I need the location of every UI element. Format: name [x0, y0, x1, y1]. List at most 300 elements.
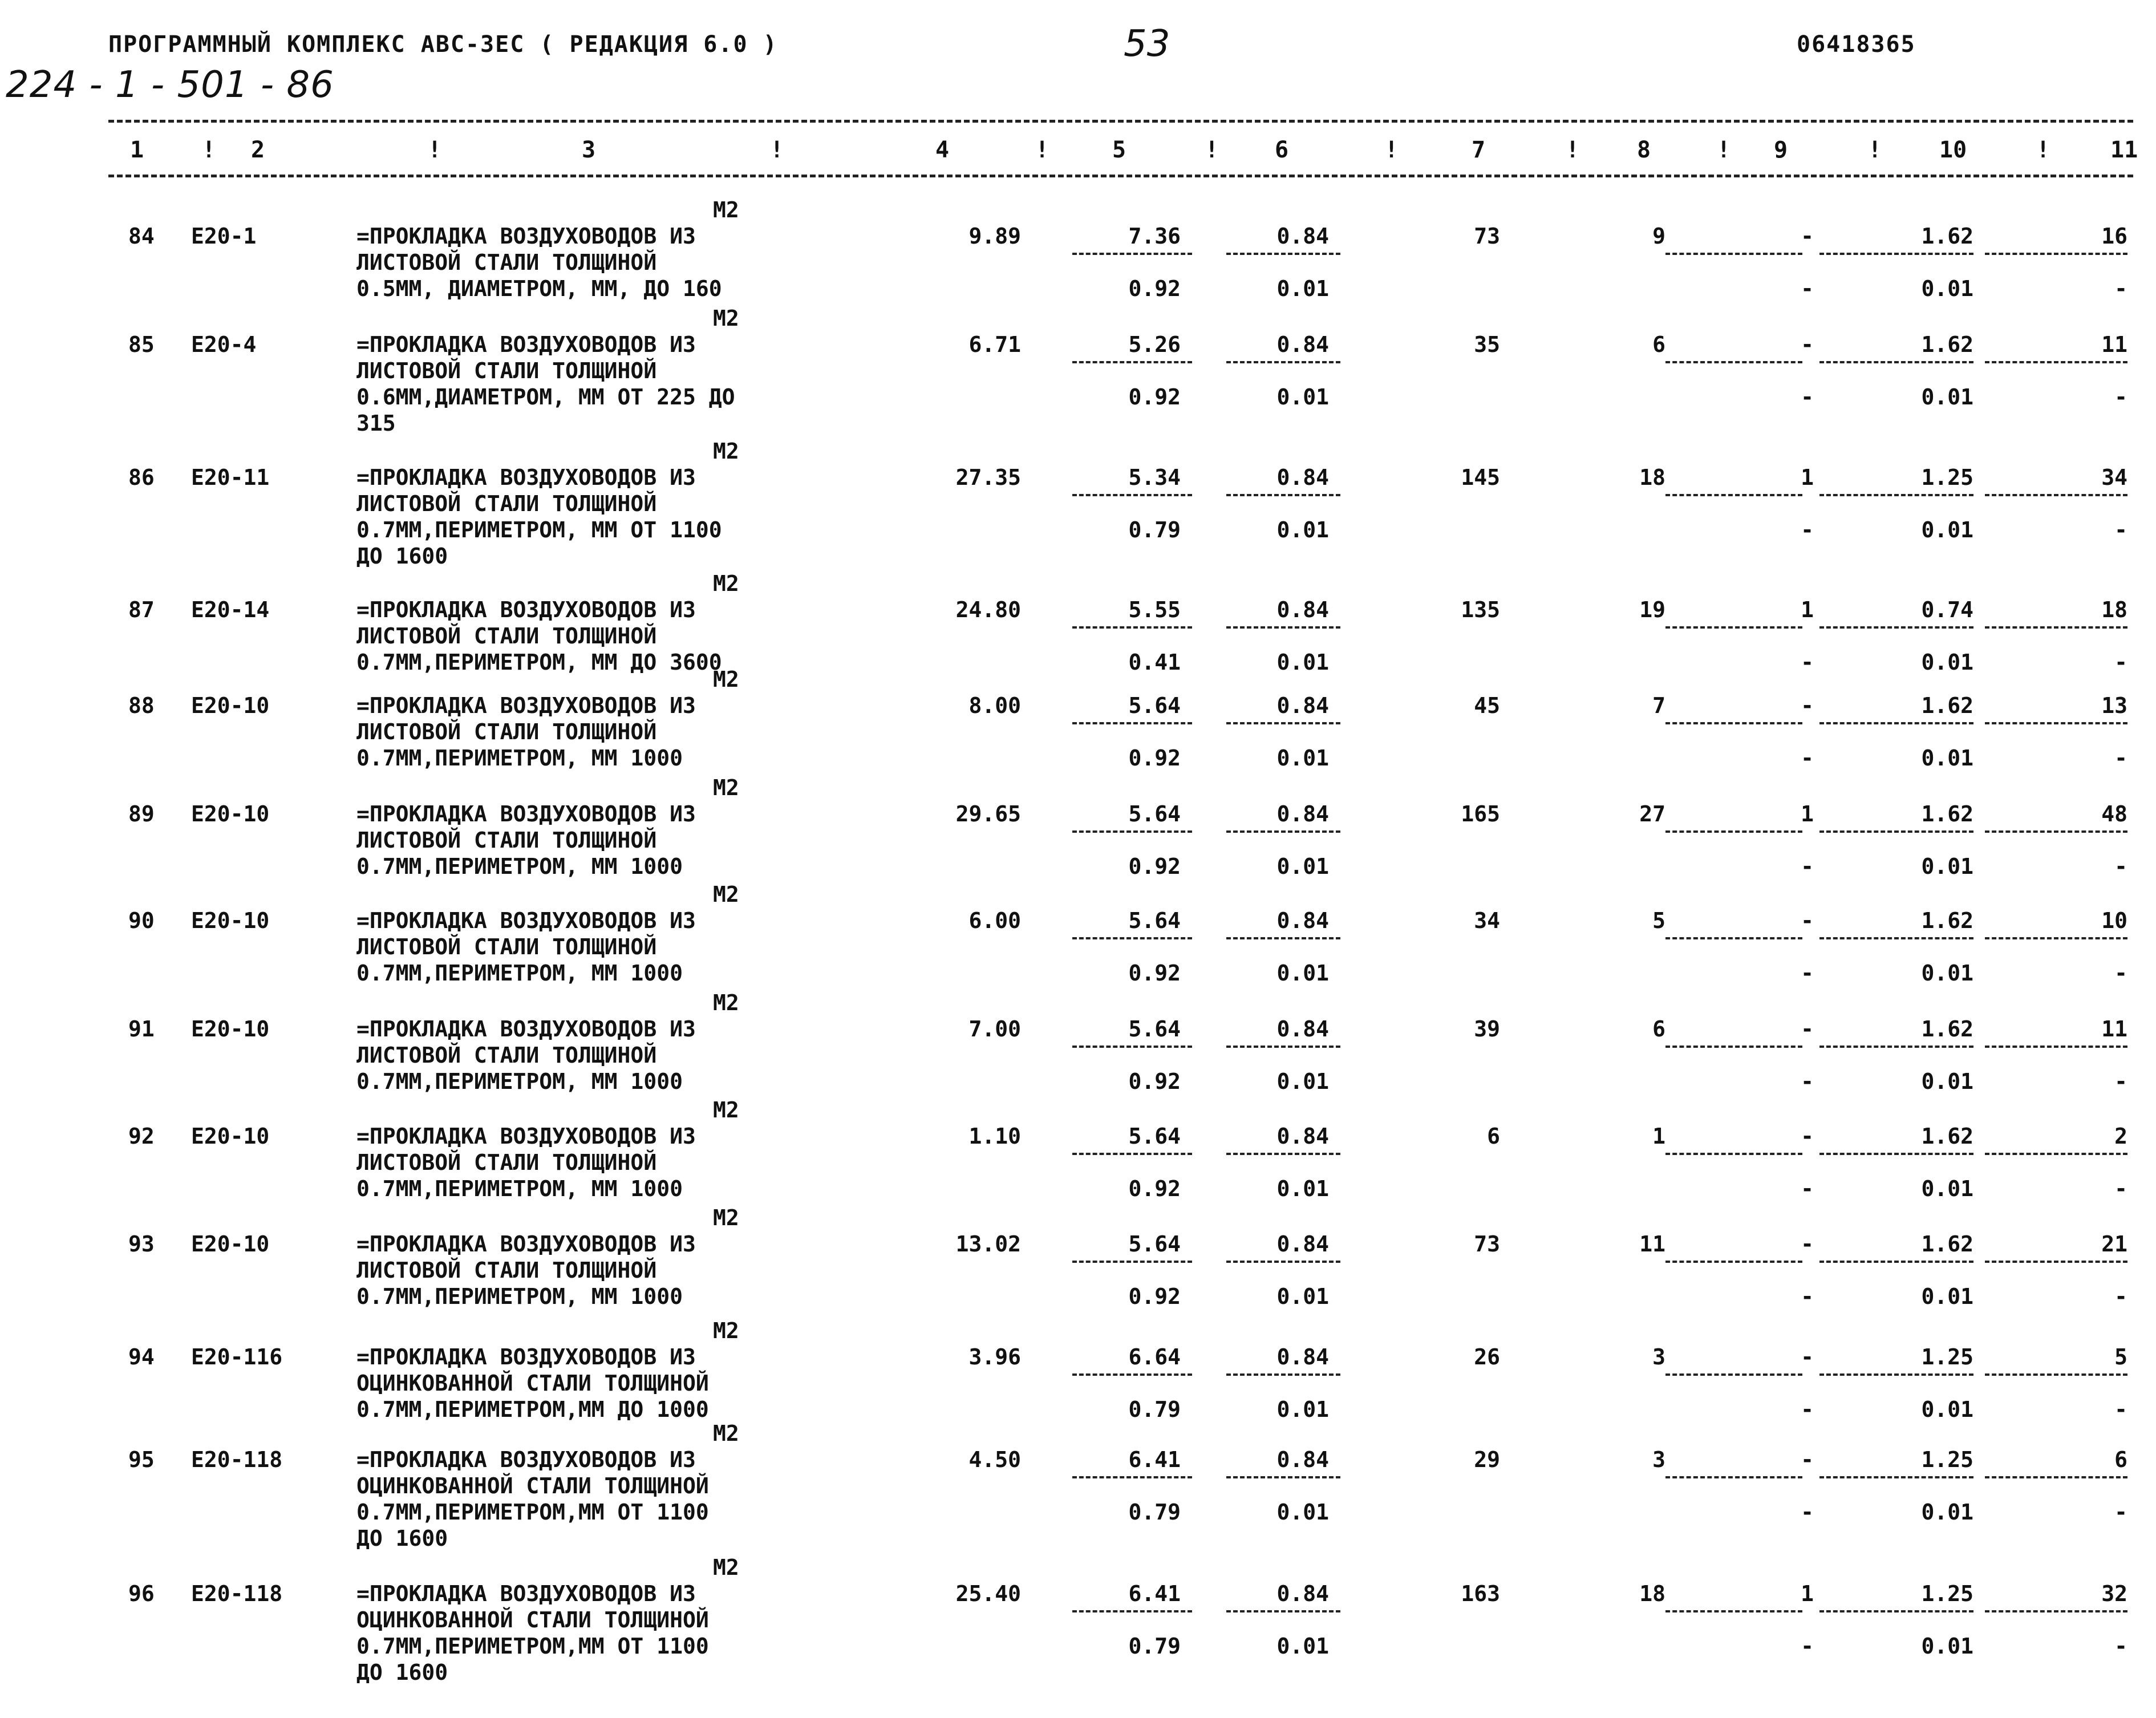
machine-workers: -	[1801, 517, 1814, 542]
table-row	[0, 197, 2156, 311]
total-cost: 6	[1487, 1124, 1500, 1149]
price-divider	[1072, 1476, 1192, 1478]
machine-rate: 0.01	[1921, 276, 1973, 301]
machine-total: -	[2114, 1176, 2127, 1201]
description-line: ЛИСТОВОЙ СТАЛИ ТОЛЩИНОЙ	[356, 623, 657, 649]
unit-cost-total: 7.36	[1128, 224, 1181, 249]
price-divider	[1985, 1261, 2127, 1263]
row-number: 92	[128, 1124, 155, 1149]
total-wages: 7	[1652, 693, 1665, 718]
row-number: 86	[128, 465, 155, 490]
labor-rate: 1.25	[1921, 465, 1973, 490]
unit-cost-wages: 0.84	[1276, 224, 1329, 249]
machine-workers: -	[1801, 1500, 1814, 1525]
unit-label: М2	[713, 1097, 739, 1123]
description-line: 0.7ММ,ПЕРИМЕТРОМ, ММ 1000	[356, 961, 683, 986]
price-divider	[1985, 830, 2127, 833]
unit-cost-wages: 0.84	[1276, 801, 1329, 826]
unit-cost-wages: 0.84	[1276, 693, 1329, 718]
unit-cost-wages: 0.84	[1276, 465, 1329, 490]
total-wages: 18	[1639, 465, 1665, 490]
machine-workers: -	[1801, 650, 1814, 675]
column-header-5: 5	[1112, 137, 1126, 163]
quantity: 8.00	[968, 693, 1021, 718]
row-number: 88	[128, 693, 155, 718]
total-wages: 19	[1639, 597, 1665, 622]
unit-cost-machines: 0.41	[1128, 650, 1181, 675]
quantity: 4.50	[968, 1447, 1021, 1472]
price-divider	[1226, 494, 1340, 496]
labor-total: 10	[2101, 908, 2127, 933]
description-line: ОЦИНКОВАННОЙ СТАЛИ ТОЛЩИНОЙ	[356, 1473, 709, 1498]
total-cost: 73	[1474, 224, 1500, 249]
unit-label: М2	[713, 990, 739, 1015]
norm-code: Е20-11	[191, 465, 270, 490]
price-divider	[1665, 253, 1802, 255]
quantity: 6.71	[968, 332, 1021, 357]
total-cost: 45	[1474, 693, 1500, 718]
unit-cost-total: 6.41	[1128, 1447, 1181, 1472]
row-number: 93	[128, 1231, 155, 1257]
row-number: 85	[128, 332, 155, 357]
price-divider	[1226, 1476, 1340, 1478]
table-row	[0, 775, 2156, 889]
price-divider	[1072, 1610, 1192, 1612]
column-separator: !	[2036, 137, 2050, 163]
labor-total: 34	[2101, 465, 2127, 490]
table-row	[0, 438, 2156, 569]
column-header-3: 3	[582, 137, 596, 163]
labor-total: 11	[2101, 332, 2127, 357]
norm-code: Е20-10	[191, 908, 270, 933]
unit-cost-total: 5.64	[1128, 1124, 1181, 1149]
unit-cost-total: 5.64	[1128, 693, 1181, 718]
unit-cost-total: 5.64	[1128, 1016, 1181, 1042]
row-number: 89	[128, 801, 155, 826]
labor-total: 48	[2101, 801, 2127, 826]
quantity: 29.65	[955, 801, 1021, 826]
labor-workers: -	[1801, 1231, 1814, 1257]
column-header-1: 1	[130, 137, 144, 163]
price-divider	[1665, 494, 1802, 496]
unit-cost-total: 6.64	[1128, 1344, 1181, 1369]
unit-cost-wages: 0.84	[1276, 1231, 1329, 1257]
handwritten-reference: 224 - 1 - 501 - 86	[6, 64, 334, 106]
price-divider	[1819, 361, 1973, 363]
labor-workers: -	[1801, 1016, 1814, 1042]
price-divider	[1665, 1046, 1802, 1048]
quantity: 6.00	[968, 908, 1021, 933]
column-header-6: 6	[1275, 137, 1289, 163]
unit-cost-machine-wages: 0.01	[1276, 1176, 1329, 1201]
quantity: 3.96	[968, 1344, 1021, 1369]
unit-cost-wages: 0.84	[1276, 597, 1329, 622]
unit-label: М2	[713, 439, 739, 464]
price-divider	[1226, 830, 1340, 833]
row-number: 84	[128, 224, 155, 249]
program-title: ПРОГРАММНЫЙ КОМПЛЕКС АВС-ЗЕС ( РЕДАКЦИЯ 6.0 )	[108, 31, 778, 58]
price-divider	[1072, 722, 1192, 724]
description-line: =ПРОКЛАДКА ВОЗДУХОВОДОВ ИЗ	[356, 597, 696, 622]
description-line: =ПРОКЛАДКА ВОЗДУХОВОДОВ ИЗ	[356, 908, 696, 933]
price-divider	[1226, 722, 1340, 724]
total-wages: 6	[1652, 332, 1665, 357]
machine-total: -	[2114, 517, 2127, 542]
column-separator: !	[1035, 137, 1049, 163]
price-divider	[1665, 361, 1802, 363]
norm-code: Е20-10	[191, 1016, 270, 1042]
description-line: =ПРОКЛАДКА ВОЗДУХОВОДОВ ИЗ	[356, 693, 696, 718]
labor-workers: 1	[1801, 465, 1814, 490]
total-cost: 135	[1461, 597, 1500, 622]
machine-workers: -	[1801, 745, 1814, 771]
column-header-8: 8	[1637, 137, 1651, 163]
machine-rate: 0.01	[1921, 650, 1973, 675]
labor-total: 11	[2101, 1016, 2127, 1042]
page-number: 53	[1124, 23, 1170, 65]
unit-cost-machines: 0.92	[1128, 854, 1181, 879]
description-line: ЛИСТОВОЙ СТАЛИ ТОЛЩИНОЙ	[356, 250, 657, 275]
unit-label: М2	[713, 571, 739, 596]
price-divider	[1072, 626, 1192, 629]
labor-rate: 1.25	[1921, 1581, 1973, 1606]
unit-cost-machines: 0.79	[1128, 517, 1181, 542]
unit-cost-wages: 0.84	[1276, 1447, 1329, 1472]
machine-total: -	[2114, 650, 2127, 675]
price-divider	[1819, 722, 1973, 724]
price-divider	[1072, 1046, 1192, 1048]
description-line: =ПРОКЛАДКА ВОЗДУХОВОДОВ ИЗ	[356, 1016, 696, 1042]
price-divider	[1819, 626, 1973, 629]
norm-code: Е20-118	[191, 1447, 283, 1472]
price-divider	[1985, 1610, 2127, 1612]
unit-cost-machines: 0.79	[1128, 1500, 1181, 1525]
description-line: 0.7ММ,ПЕРИМЕТРОМ, ММ 1000	[356, 745, 683, 771]
labor-rate: 1.62	[1921, 1016, 1973, 1042]
description-line: ЛИСТОВОЙ СТАЛИ ТОЛЩИНОЙ	[356, 828, 657, 853]
labor-rate: 1.25	[1921, 1344, 1973, 1369]
description-line: 0.7ММ,ПЕРИМЕТРОМ, ММ 1000	[356, 1176, 683, 1201]
price-divider	[1665, 1476, 1802, 1478]
unit-cost-total: 5.34	[1128, 465, 1181, 490]
description-line: ОЦИНКОВАННОЙ СТАЛИ ТОЛЩИНОЙ	[356, 1607, 709, 1632]
total-cost: 145	[1461, 465, 1500, 490]
column-separator: !	[1384, 137, 1399, 163]
price-divider	[1072, 494, 1192, 496]
description-line: ЛИСТОВОЙ СТАЛИ ТОЛЩИНОЙ	[356, 1150, 657, 1175]
quantity: 13.02	[955, 1231, 1021, 1257]
machine-total: -	[2114, 1397, 2127, 1422]
unit-cost-machine-wages: 0.01	[1276, 276, 1329, 301]
column-separator: !	[1205, 137, 1219, 163]
description-line: ЛИСТОВОЙ СТАЛИ ТОЛЩИНОЙ	[356, 491, 657, 516]
norm-code: Е20-14	[191, 597, 270, 622]
unit-label: М2	[713, 1318, 739, 1343]
machine-total: -	[2114, 961, 2127, 986]
description-line: ЛИСТОВОЙ СТАЛИ ТОЛЩИНОЙ	[356, 719, 657, 744]
unit-cost-total: 6.41	[1128, 1581, 1181, 1606]
total-wages: 1	[1652, 1124, 1665, 1149]
unit-label: М2	[713, 306, 739, 331]
unit-cost-machines: 0.92	[1128, 961, 1181, 986]
price-divider	[1819, 1476, 1973, 1478]
machine-workers: -	[1801, 1176, 1814, 1201]
machine-rate: 0.01	[1921, 854, 1973, 879]
labor-workers: -	[1801, 1344, 1814, 1369]
machine-rate: 0.01	[1921, 745, 1973, 771]
price-divider	[1072, 1261, 1192, 1263]
document-code: 06418365	[1797, 31, 1916, 58]
row-number: 90	[128, 908, 155, 933]
unit-cost-machines: 0.92	[1128, 1284, 1181, 1309]
unit-label: М2	[713, 1555, 739, 1580]
table-row	[0, 305, 2156, 436]
labor-total: 32	[2101, 1581, 2127, 1606]
machine-rate: 0.01	[1921, 517, 1973, 542]
unit-cost-total: 5.64	[1128, 1231, 1181, 1257]
description-line: 0.7ММ,ПЕРИМЕТРОМ,ММ ОТ 1100	[356, 1634, 709, 1659]
price-divider	[1072, 253, 1192, 255]
total-cost: 29	[1474, 1447, 1500, 1472]
unit-cost-wages: 0.84	[1276, 908, 1329, 933]
price-divider	[1819, 937, 1973, 939]
labor-rate: 1.62	[1921, 332, 1973, 357]
table-row	[0, 1554, 2156, 1685]
unit-cost-machine-wages: 0.01	[1276, 1284, 1329, 1309]
machine-rate: 0.01	[1921, 961, 1973, 986]
description-line: 0.7ММ,ПЕРИМЕТРОМ, ММ 1000	[356, 854, 683, 879]
machine-workers: -	[1801, 961, 1814, 986]
price-divider	[1665, 1153, 1802, 1155]
total-cost: 26	[1474, 1344, 1500, 1369]
row-number: 91	[128, 1016, 155, 1042]
price-divider	[1819, 1373, 1973, 1376]
total-wages: 3	[1652, 1344, 1665, 1369]
price-divider	[1819, 1610, 1973, 1612]
unit-cost-machine-wages: 0.01	[1276, 854, 1329, 879]
unit-cost-wages: 0.84	[1276, 1344, 1329, 1369]
price-divider	[1985, 937, 2127, 939]
unit-cost-total: 5.26	[1128, 332, 1181, 357]
header-bottom-rule	[108, 175, 2133, 177]
description-line: =ПРОКЛАДКА ВОЗДУХОВОДОВ ИЗ	[356, 224, 696, 249]
machine-workers: -	[1801, 276, 1814, 301]
unit-label: М2	[713, 197, 739, 222]
row-number: 95	[128, 1447, 155, 1472]
quantity: 7.00	[968, 1016, 1021, 1042]
description-line: ДО 1600	[356, 1526, 448, 1551]
table-row	[0, 1205, 2156, 1319]
machine-total: -	[2114, 745, 2127, 771]
machine-workers: -	[1801, 1397, 1814, 1422]
column-separator: !	[1717, 137, 1731, 163]
labor-workers: -	[1801, 1447, 1814, 1472]
row-number: 87	[128, 597, 155, 622]
row-number: 96	[128, 1581, 155, 1606]
quantity: 27.35	[955, 465, 1021, 490]
labor-workers: 1	[1801, 597, 1814, 622]
price-divider	[1985, 1476, 2127, 1478]
quantity: 9.89	[968, 224, 1021, 249]
column-header-7: 7	[1472, 137, 1486, 163]
description-line: =ПРОКЛАДКА ВОЗДУХОВОДОВ ИЗ	[356, 1124, 696, 1149]
price-divider	[1226, 1046, 1340, 1048]
total-cost: 35	[1474, 332, 1500, 357]
column-header-4: 4	[935, 137, 950, 163]
machine-total: -	[2114, 384, 2127, 410]
column-header-2: 2	[251, 137, 265, 163]
machine-rate: 0.01	[1921, 1284, 1973, 1309]
description-line: =ПРОКЛАДКА ВОЗДУХОВОДОВ ИЗ	[356, 1344, 696, 1369]
price-divider	[1226, 626, 1340, 629]
price-divider	[1226, 937, 1340, 939]
price-divider	[1985, 253, 2127, 255]
norm-code: Е20-4	[191, 332, 257, 357]
unit-label: М2	[713, 1205, 739, 1230]
labor-workers: -	[1801, 332, 1814, 357]
price-divider	[1985, 1153, 2127, 1155]
column-separator: !	[770, 137, 784, 163]
price-divider	[1985, 1046, 2127, 1048]
row-number: 94	[128, 1344, 155, 1369]
total-wages: 3	[1652, 1447, 1665, 1472]
unit-label: М2	[713, 882, 739, 907]
price-divider	[1072, 937, 1192, 939]
price-divider	[1226, 1153, 1340, 1155]
price-divider	[1665, 1261, 1802, 1263]
unit-cost-machines: 0.92	[1128, 745, 1181, 771]
labor-total: 6	[2114, 1447, 2127, 1472]
labor-workers: -	[1801, 224, 1814, 249]
unit-cost-machine-wages: 0.01	[1276, 745, 1329, 771]
price-divider	[1985, 1373, 2127, 1376]
description-line: =ПРОКЛАДКА ВОЗДУХОВОДОВ ИЗ	[356, 1447, 696, 1472]
total-cost: 163	[1461, 1581, 1500, 1606]
description-line: ДО 1600	[356, 544, 448, 569]
machine-total: -	[2114, 1284, 2127, 1309]
unit-label: М2	[713, 775, 739, 800]
total-wages: 9	[1652, 224, 1665, 249]
price-divider	[1985, 626, 2127, 629]
column-separator: !	[202, 137, 216, 163]
column-separator: !	[1566, 137, 1580, 163]
price-divider	[1226, 1610, 1340, 1612]
table-row	[0, 1097, 2156, 1211]
description-line: =ПРОКЛАДКА ВОЗДУХОВОДОВ ИЗ	[356, 1231, 696, 1257]
machine-total: -	[2114, 1500, 2127, 1525]
price-divider	[1665, 722, 1802, 724]
table-row	[0, 666, 2156, 780]
machine-rate: 0.01	[1921, 1069, 1973, 1094]
total-wages: 27	[1639, 801, 1665, 826]
machine-rate: 0.01	[1921, 1176, 1973, 1201]
unit-cost-wages: 0.84	[1276, 332, 1329, 357]
norm-code: Е20-1	[191, 224, 257, 249]
description-line: 0.7ММ,ПЕРИМЕТРОМ, ММ 1000	[356, 1284, 683, 1309]
unit-cost-machine-wages: 0.01	[1276, 1397, 1329, 1422]
price-divider	[1819, 1046, 1973, 1048]
column-separator: !	[1868, 137, 1882, 163]
table-row	[0, 1420, 2156, 1551]
price-divider	[1819, 494, 1973, 496]
price-divider	[1226, 253, 1340, 255]
price-divider	[1072, 1373, 1192, 1376]
total-wages: 11	[1639, 1231, 1665, 1257]
unit-cost-machines: 0.92	[1128, 1069, 1181, 1094]
norm-code: Е20-10	[191, 1124, 270, 1149]
description-line: 315	[356, 411, 396, 436]
description-line: ЛИСТОВОЙ СТАЛИ ТОЛЩИНОЙ	[356, 1043, 657, 1068]
description-line: 0.6ММ,ДИАМЕТРОМ, ММ ОТ 225 ДО	[356, 384, 735, 410]
column-separator: !	[428, 137, 442, 163]
labor-rate: 1.62	[1921, 908, 1973, 933]
norm-code: Е20-118	[191, 1581, 283, 1606]
total-wages: 18	[1639, 1581, 1665, 1606]
price-divider	[1819, 1153, 1973, 1155]
quantity: 24.80	[955, 597, 1021, 622]
labor-total: 13	[2101, 693, 2127, 718]
description-line: ДО 1600	[356, 1660, 448, 1685]
labor-workers: 1	[1801, 801, 1814, 826]
labor-total: 2	[2114, 1124, 2127, 1149]
price-divider	[1072, 361, 1192, 363]
price-divider	[1226, 361, 1340, 363]
price-divider	[1819, 830, 1973, 833]
header-top-rule	[108, 120, 2133, 123]
total-cost: 39	[1474, 1016, 1500, 1042]
machine-workers: -	[1801, 854, 1814, 879]
unit-cost-total: 5.55	[1128, 597, 1181, 622]
price-divider	[1665, 626, 1802, 629]
total-cost: 73	[1474, 1231, 1500, 1257]
machine-rate: 0.01	[1921, 1634, 1973, 1659]
unit-cost-machines: 0.92	[1128, 276, 1181, 301]
unit-cost-machine-wages: 0.01	[1276, 961, 1329, 986]
price-divider	[1985, 361, 2127, 363]
labor-rate: 1.25	[1921, 1447, 1973, 1472]
machine-total: -	[2114, 1634, 2127, 1659]
unit-cost-wages: 0.84	[1276, 1581, 1329, 1606]
labor-workers: -	[1801, 908, 1814, 933]
description-line: ЛИСТОВОЙ СТАЛИ ТОЛЩИНОЙ	[356, 934, 657, 959]
machine-total: -	[2114, 276, 2127, 301]
description-line: ЛИСТОВОЙ СТАЛИ ТОЛЩИНОЙ	[356, 358, 657, 383]
labor-total: 16	[2101, 224, 2127, 249]
unit-cost-total: 5.64	[1128, 801, 1181, 826]
labor-workers: -	[1801, 693, 1814, 718]
norm-code: Е20-10	[191, 801, 270, 826]
price-divider	[1819, 1261, 1973, 1263]
norm-code: Е20-116	[191, 1344, 283, 1369]
unit-cost-wages: 0.84	[1276, 1124, 1329, 1149]
table-row	[0, 1318, 2156, 1432]
machine-rate: 0.01	[1921, 1397, 1973, 1422]
table-row	[0, 881, 2156, 995]
unit-cost-machine-wages: 0.01	[1276, 1069, 1329, 1094]
price-divider	[1226, 1261, 1340, 1263]
labor-rate: 1.62	[1921, 1231, 1973, 1257]
price-divider	[1226, 1373, 1340, 1376]
labor-rate: 0.74	[1921, 597, 1973, 622]
labor-rate: 1.62	[1921, 693, 1973, 718]
price-divider	[1072, 1153, 1192, 1155]
unit-cost-machine-wages: 0.01	[1276, 1634, 1329, 1659]
labor-rate: 1.62	[1921, 224, 1973, 249]
unit-cost-machine-wages: 0.01	[1276, 650, 1329, 675]
labor-rate: 1.62	[1921, 801, 1973, 826]
unit-label: М2	[713, 667, 739, 692]
labor-workers: 1	[1801, 1581, 1814, 1606]
